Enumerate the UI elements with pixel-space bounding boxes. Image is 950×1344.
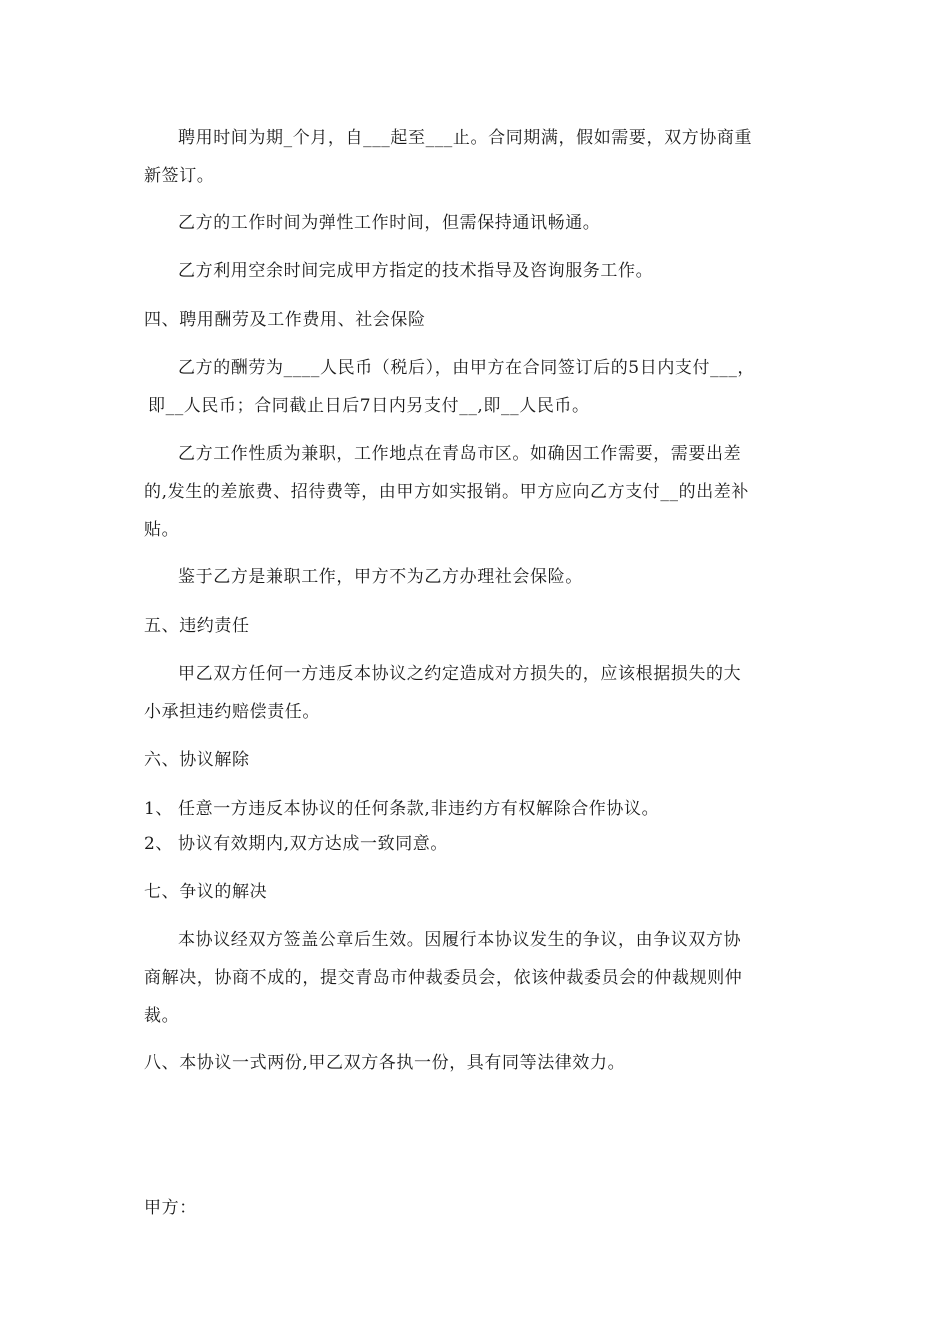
work-time-paragraph: 乙方的工作时间为弹性工作时间，但需保持通讯畅通。 bbox=[178, 213, 601, 233]
list-item-text: 协议有效期内,双方达成一致同意。 bbox=[178, 834, 449, 854]
section-5-heading: 五、违约责任 bbox=[144, 616, 250, 636]
section-4-heading: 四、聘用酬劳及工作费用、社会保险 bbox=[144, 310, 426, 330]
dispute-paragraph-line-1: 本协议经双方签盖公章后生效。因履行本协议发生的争议，由争议双方协 bbox=[178, 930, 742, 950]
social-insurance-paragraph: 鉴于乙方是兼职工作，甲方不为乙方办理社会保险。 bbox=[178, 567, 583, 587]
remuneration-paragraph-line-2: 即__人民币；合同截止日后7日内另支付__,即__人民币。 bbox=[148, 396, 590, 416]
liability-paragraph-line-1: 甲乙双方任何一方违反本协议之约定造成对方损失的，应该根据损失的大 bbox=[178, 664, 742, 684]
work-nature-paragraph-line-3: 贴。 bbox=[144, 520, 180, 540]
liability-paragraph-line-2: 小承担违约赔偿责任。 bbox=[144, 702, 320, 722]
list-item-number: 1、 bbox=[144, 799, 174, 819]
term-paragraph-line-1: 聘用时间为期_个月，自___起至___止。合同期满，假如需要，双方协商重 bbox=[178, 128, 753, 148]
remuneration-paragraph-line-1: 乙方的酬劳为____人民币（税后），由甲方在合同签订后的5日内支付___， bbox=[178, 358, 756, 378]
dispute-paragraph-line-2: 商解决，协商不成的，提交青岛市仲裁委员会，依该仲裁委员会的仲裁规则仲 bbox=[144, 968, 743, 988]
list-item-number: 2、 bbox=[144, 834, 174, 854]
dispute-paragraph-line-3: 裁。 bbox=[144, 1006, 180, 1026]
section-8-text: 八、本协议一式两份,甲乙双方各执一份，具有同等法律效力。 bbox=[144, 1053, 626, 1073]
section-7-heading: 七、争议的解决 bbox=[144, 882, 268, 902]
work-nature-paragraph-line-1: 乙方工作性质为兼职，工作地点在青岛市区。如确因工作需要，需要出差 bbox=[178, 444, 742, 464]
section-6-heading: 六、协议解除 bbox=[144, 750, 250, 770]
party-a-signature-label: 甲方： bbox=[144, 1198, 197, 1218]
term-paragraph-line-2: 新签订。 bbox=[144, 166, 215, 186]
work-nature-paragraph-line-2: 的,发生的差旅费、招待费等，由甲方如实报销。甲方应向乙方支付__的出差补 bbox=[144, 482, 750, 502]
list-item-text: 任意一方违反本协议的任何条款,非违约方有权解除合作协议。 bbox=[178, 799, 660, 819]
termination-item-1 bbox=[144, 799, 659, 819]
spare-time-paragraph: 乙方利用空余时间完成甲方指定的技术指导及咨询服务工作。 bbox=[178, 261, 654, 281]
termination-item-2 bbox=[144, 834, 448, 854]
